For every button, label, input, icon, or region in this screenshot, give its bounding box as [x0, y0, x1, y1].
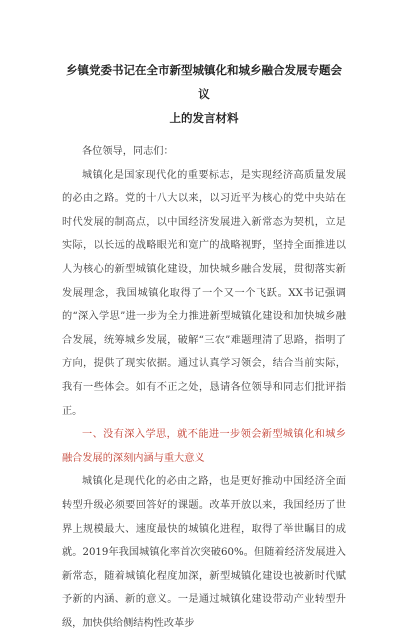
- document-title: [62, 58, 346, 130]
- salutation: 各位领导，同志们：: [82, 146, 174, 157]
- title-line-1: 乡镇党委书记在全市新型城镇化和城乡融合发展专题会议: [66, 63, 342, 101]
- paragraph-intro: 城镇化是国家现代化的重要标志，是实现经济高质量发展的必由之路。党的十八大以来，以习近平为核心的党中央站在时代发展的制高点，以中国经济发展进入新常态为契机，立足实际，以长远的战略眼光和宽广的战略视野，坚持全面推进以人为核心的新型城镇化建设，加快城乡融合发展，贯彻落实新发展理念，我国城镇化取得了一个又一个飞跃。XX书记强调的“深入学思”进一步为全力推进新型城镇化建设和加快城乡融合发展，统筹城乡发展，破解“三农”难题理清了思路，指明了方向，提供了现实依据。通过认真学习领会，结合当前实际，我有一些体会。如有不正之处，恳请各位领导和同志们批评指正。: [62, 169, 346, 417]
- section-heading-1: 一、没有深入学思，就不能进一步领会新型城镇化和城乡融合发展的深刻内涵与重大意义: [62, 429, 346, 464]
- paragraph-section-1: 城镇化是现代化的必由之路，也是更好推动中国经济全面转型升级必须要回答好的课题。改革开放以来，我国经历了世界上规模最大、速度最快的城镇化进程，取得了举世瞩目的成就。2019年我国城镇化率首次突破60%。但随着经济发展进入新常态，随着城镇化程度加深，新型城镇化建设也被新时代赋予新的内涵、新的意义。一是通过城镇化建设带动产业转型升级，加快供给侧结构性改革步: [62, 476, 346, 629]
- title-line-2: 上的发言材料: [169, 111, 239, 125]
